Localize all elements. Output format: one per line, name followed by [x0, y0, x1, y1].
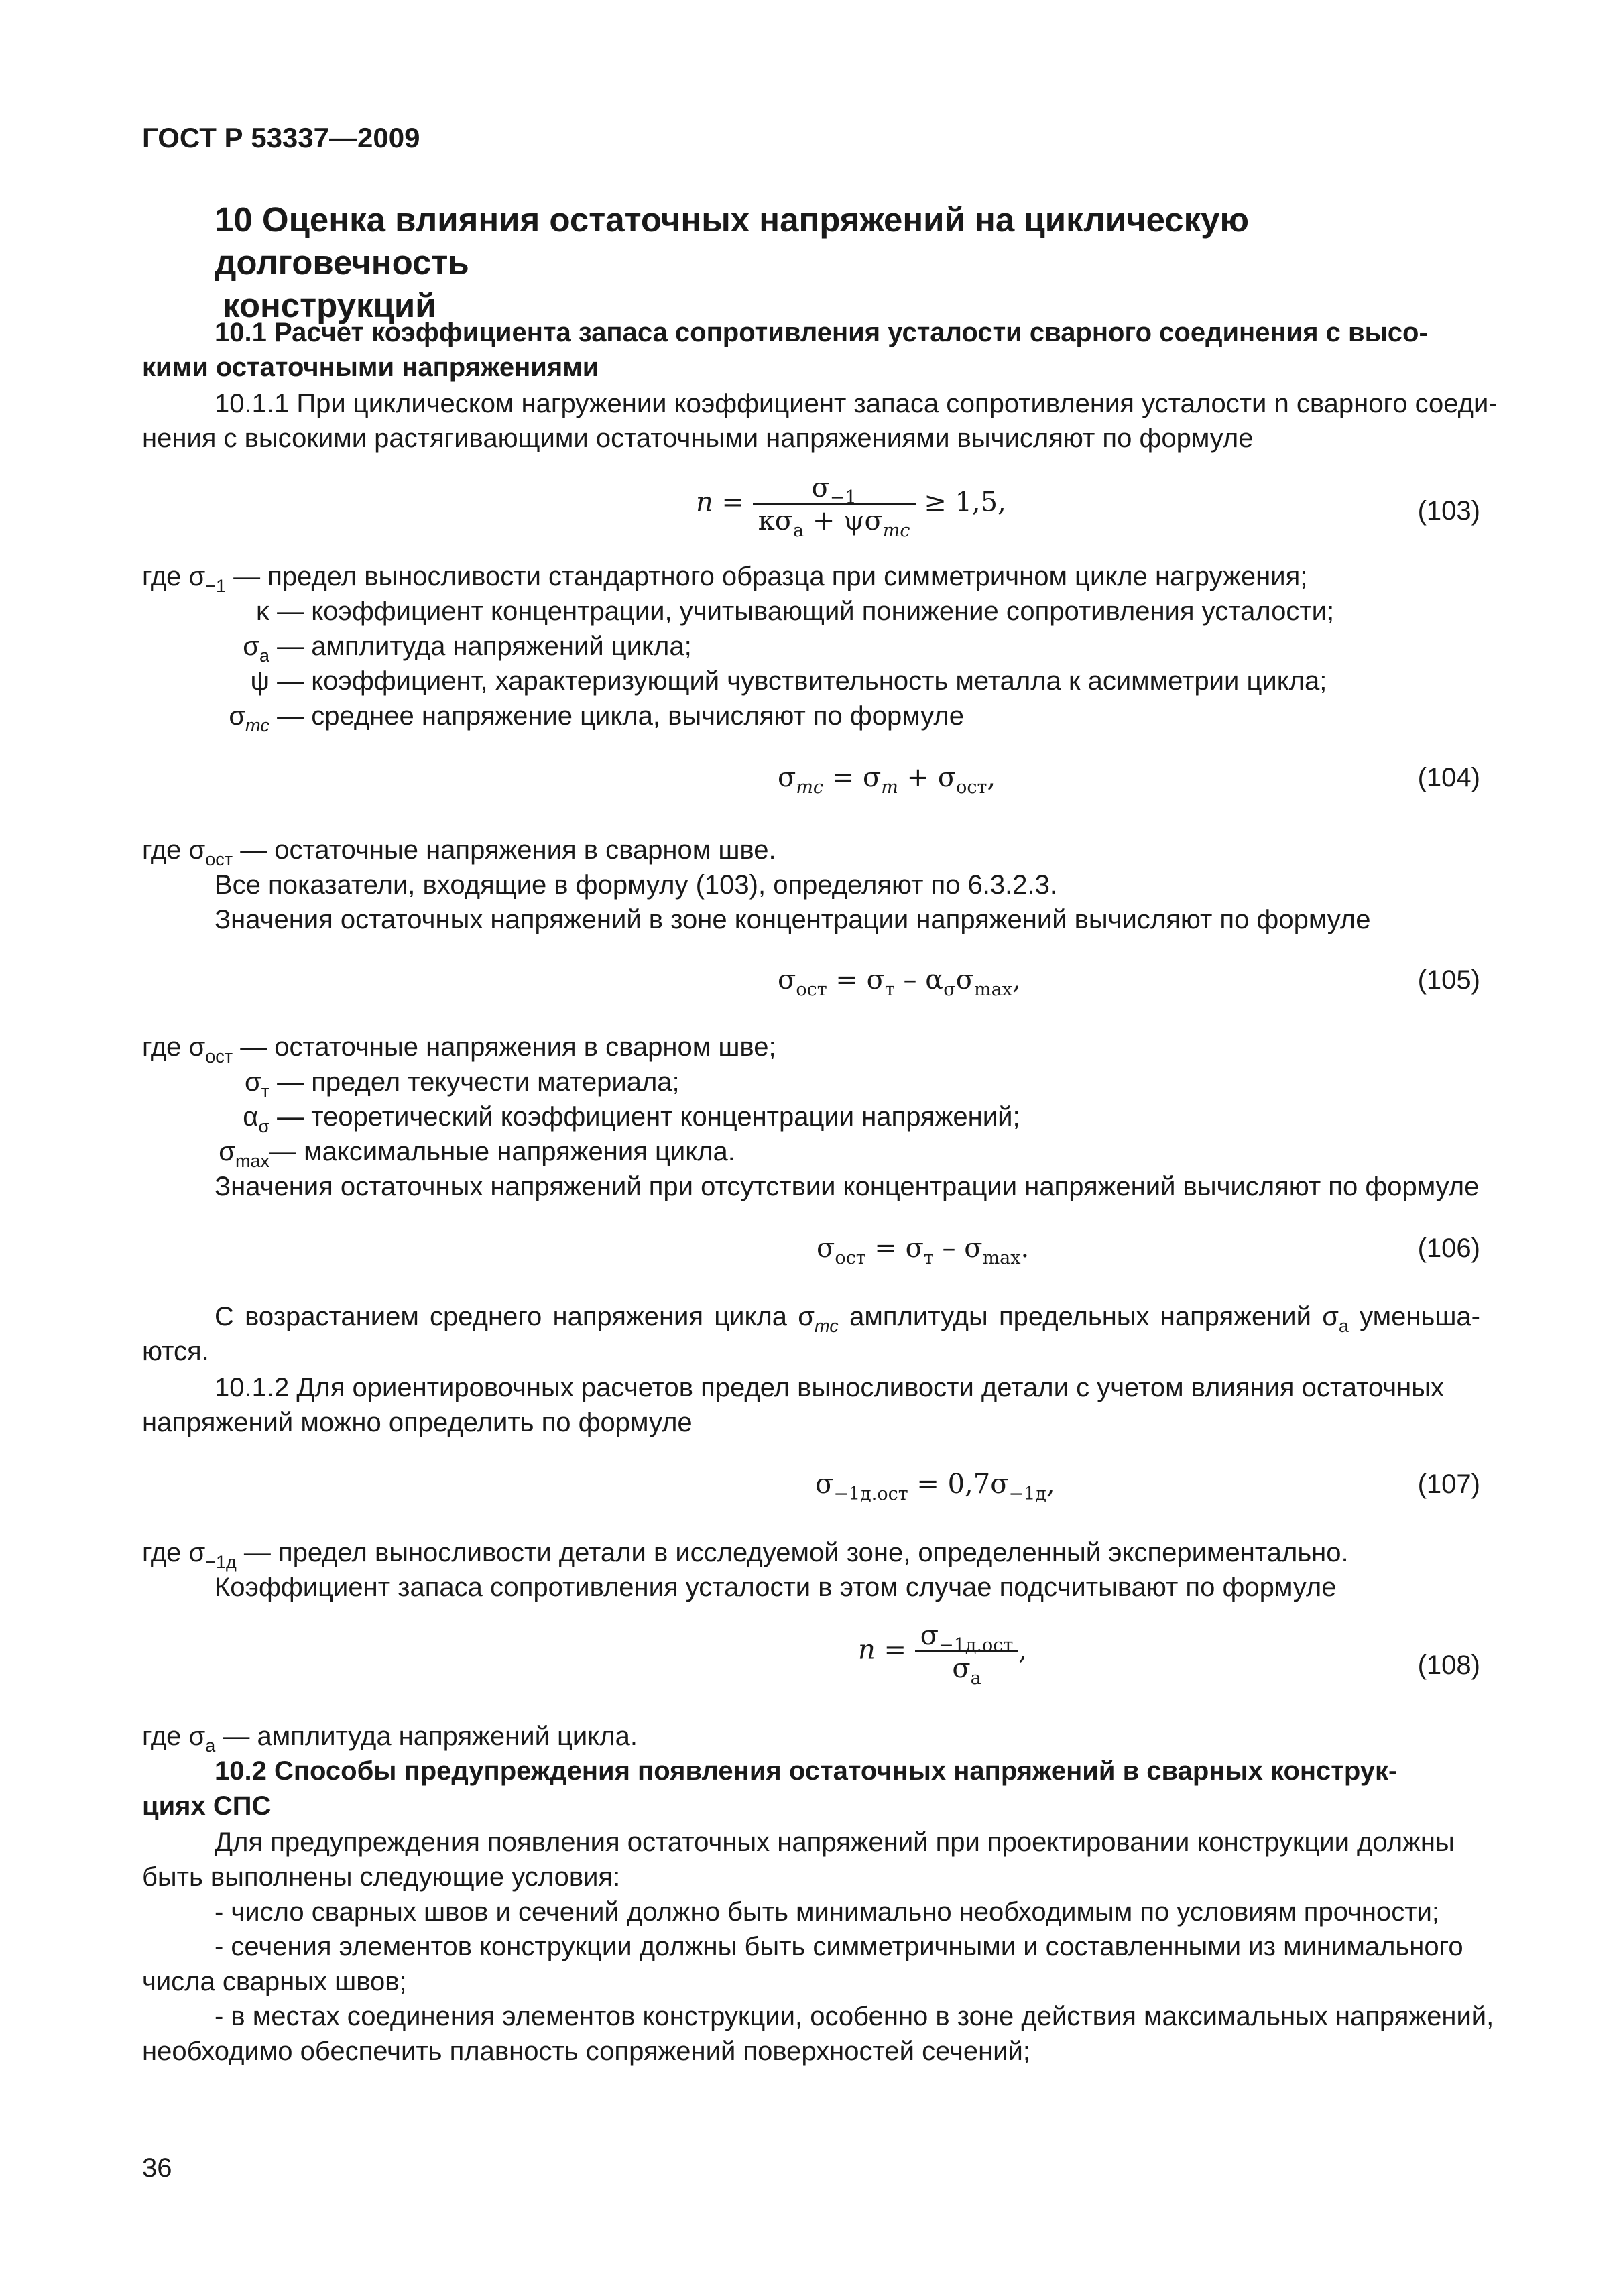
legend-symbol-sub: mc [245, 715, 269, 735]
legend-row [142, 1030, 776, 1065]
f104-b: = σ [823, 762, 882, 793]
f106-a: σ [817, 1233, 835, 1264]
w108-sub: a [205, 1736, 216, 1756]
growth-text-a: С возрастанием среднего напряжения цикла [215, 1302, 798, 1331]
legend-text: — теоретический коэффициент концентрации напряжений; [269, 1102, 1020, 1132]
w104-sym: σ [188, 835, 206, 865]
legend-symbol-sub: a [259, 646, 269, 666]
legend-symbol-char: κ [256, 597, 269, 626]
f105-d: σ [955, 965, 975, 995]
f108-num-sub: −1д.ост [939, 1635, 1014, 1656]
legend-symbol [189, 1030, 233, 1065]
legend-row [142, 629, 692, 664]
para-10-1-1-line2: нения с высокими растягивающими остаточными напряжениями вычисляют по формуле [142, 424, 1254, 453]
w107-text: — предел выносливости детали в исследуемой зоне, определенный экспериментально. [236, 1538, 1349, 1567]
legend-row [142, 1099, 1020, 1134]
subsection-10-1-title-line2: кими остаточными напряжениями [142, 353, 599, 382]
formula-103-fraction [753, 473, 916, 541]
legend-row [142, 1134, 735, 1169]
w108-prefix: где [142, 1721, 189, 1751]
legend-text: — амплитуда напряжений цикла; [269, 631, 692, 661]
w107-sym: σ [188, 1538, 206, 1567]
legend-text: — предел текучести материала; [269, 1067, 680, 1097]
f105-end: , [1012, 965, 1021, 995]
f105-c-sub: σ [943, 979, 956, 1000]
f106-b-sub: т [923, 1248, 934, 1268]
formula-103-num: σ [811, 473, 830, 503]
f105-a: σ [778, 965, 796, 995]
legend-row [142, 559, 1307, 594]
para-growth-line2: ются. [142, 1337, 209, 1366]
legend-prefix: где [142, 562, 189, 591]
formula-108 [858, 1620, 1028, 1689]
legend-text: — остаточные напряжения в сварном шве; [233, 1032, 776, 1062]
f104-a-sub: mc [796, 777, 824, 798]
legend-symbol-sub: max [235, 1151, 269, 1171]
formula-107-number: (107) [1417, 1469, 1480, 1499]
f107-b-sub: −1д [1008, 1484, 1046, 1504]
formula-103-den-mid: + ψσ [804, 505, 883, 536]
section-10-title-line2: конструкций [223, 286, 436, 324]
bullet-2-line2: числа сварных швов; [142, 1967, 407, 1996]
f108-end: , [1018, 1634, 1028, 1666]
f106-b: = σ [865, 1233, 924, 1264]
legend-symbol [142, 594, 269, 629]
bullet-3-line2: необходимо обеспечить плавность сопряжений поверхностей сечений; [142, 2037, 1030, 2066]
formula-103-rhs: ≥ 1,5, [924, 487, 1006, 518]
formula-104-number: (104) [1417, 763, 1480, 792]
legend-symbol-char: σ [188, 1032, 206, 1062]
w108-sym: σ [188, 1721, 206, 1751]
growth-sub1: mc [814, 1316, 839, 1336]
f108-den: σ [952, 1653, 971, 1684]
para-coefficient: Коэффициент запаса сопротивления усталости в этом случае подсчитывают по формуле [215, 1573, 1337, 1602]
legend-symbol [142, 699, 269, 733]
para-all-indicators: Все показатели, входящие в формулу (103), определяют по 6.3.2.3. [215, 870, 1057, 900]
w104-prefix: где [142, 835, 189, 865]
w107-prefix: где [142, 1538, 189, 1567]
legend-text: — коэффициент, характеризующий чувствительность металла к асимметрии цикла; [269, 666, 1327, 696]
legend-symbol [189, 559, 226, 594]
subsection-10-2-title-line1: 10.2 Способы предупреждения появления остаточных напряжений в сварных конструк- [215, 1756, 1398, 1786]
legend-text: — максимальные напряжения цикла. [269, 1137, 735, 1166]
growth-text-c: уменьша- [1348, 1302, 1480, 1331]
legend-symbol-char: α [243, 1102, 259, 1132]
para-10-1-2-line2: напряжений можно определить по формуле [142, 1408, 693, 1437]
s102-intro-line1: Для предупреждения появления остаточных напряжений при проектировании конструкции должны [215, 1827, 1455, 1857]
page-number: 36 [142, 2153, 172, 2183]
formula-103-lhs: n = [696, 487, 744, 518]
legend-symbol-sub: т [261, 1081, 269, 1101]
legend-prefix: где [142, 1032, 189, 1062]
subsection-10-1-title-line1: 10.1 Расчет коэффициента запаса сопротивления усталости сварного соединения с высо- [215, 318, 1428, 347]
formula-105-number: (105) [1417, 965, 1480, 995]
f107-a-sub: −1д.ост [833, 1484, 908, 1504]
legend-symbol [142, 1065, 269, 1099]
f106-c: – σ [933, 1233, 983, 1264]
f108-den-sub: a [970, 1668, 981, 1689]
growth-sym2: σ [1322, 1302, 1339, 1331]
formula-103 [696, 473, 1006, 541]
subsection-10-2-title-line2: циях СПС [142, 1791, 272, 1821]
standard-header: ГОСТ Р 53337—2009 [142, 122, 420, 154]
legend-text: — предел выносливости стандартного образца при симметричном цикле нагружения; [225, 562, 1308, 591]
formula-104 [778, 760, 996, 798]
w107-sub: −1д [205, 1552, 237, 1572]
growth-sub2: a [1338, 1316, 1349, 1336]
f104-c: + σ [898, 762, 957, 793]
formula-103-num-sub: −1 [829, 487, 857, 508]
f105-b-sub: т [884, 979, 895, 1000]
section-10-title [215, 198, 1488, 327]
para-10-1-1-line1: 10.1.1 При циклическом нагружении коэффициент запаса сопротивления усталости n сварного соеди- [215, 389, 1498, 418]
legend-symbol-char: ψ [250, 666, 269, 696]
f108-lhs: n = [858, 1634, 906, 1666]
legend-symbol [142, 629, 269, 664]
legend-row [142, 699, 964, 733]
formula-105 [778, 963, 1021, 998]
legend-symbol-char: σ [229, 701, 245, 731]
w104-sub: ост [205, 849, 233, 869]
f105-b: = σ [827, 965, 885, 995]
f107-end: , [1046, 1469, 1055, 1500]
f108-num: σ [920, 1620, 939, 1651]
legend-symbol-sub: ост [205, 1046, 233, 1067]
f106-c-sub: max [982, 1248, 1021, 1268]
legend-symbol-sub: σ [258, 1116, 269, 1136]
legend-symbol [142, 1134, 269, 1169]
formula-107-legend [142, 1535, 1349, 1570]
bullet-2-line1: - сечения элементов конструкции должны быть симметричными и составленными из минимального [215, 1932, 1463, 1961]
formula-103-den-sub2: mc [882, 520, 910, 541]
legend-row [142, 1065, 680, 1099]
s102-intro-line2: быть выполнены следующие условия: [142, 1862, 621, 1892]
f107-a: σ [815, 1469, 834, 1500]
formula-104-legend [142, 833, 776, 867]
legend-symbol-sub: −1 [205, 576, 226, 596]
formula-103-den-sub1: a [793, 520, 804, 541]
f107-b: = 0,7σ [908, 1469, 1009, 1500]
f104-end: , [987, 762, 996, 793]
bullet-3-line1: - в местах соединения элементов конструкции, особенно в зоне действия максимальных напряжений, [215, 2002, 1494, 2031]
f105-c: – α [894, 965, 944, 995]
f105-a-sub: ост [796, 979, 827, 1000]
formula-108-fraction [915, 1620, 1019, 1689]
para-no-concentration: Значения остаточных напряжений при отсутствии концентрации напряжений вычисляют по формуле [215, 1172, 1480, 1201]
legend-row [142, 594, 1334, 629]
growth-sym1: σ [798, 1302, 815, 1331]
f104-a: σ [778, 762, 796, 793]
formula-106 [817, 1231, 1029, 1266]
w104-text: — остаточные напряжения в сварном шве. [233, 835, 776, 865]
section-10-title-line1: 10 Оценка влияния остаточных напряжений на циклическую долговечность [215, 200, 1250, 282]
legend-text: — коэффициент концентрации, учитывающий понижение сопротивления усталости; [269, 597, 1335, 626]
para-concentration: Значения остаточных напряжений в зоне концентрации напряжений вычисляют по формуле [215, 905, 1371, 934]
f104-b-sub: m [881, 777, 898, 798]
legend-symbol-char: σ [244, 1067, 261, 1097]
para-growth-line1 [215, 1299, 1480, 1334]
legend-text: — среднее напряжение цикла, вычисляют по формуле [269, 701, 964, 731]
f106-a-sub: ост [835, 1248, 866, 1268]
para-10-1-2-line1: 10.1.2 Для ориентировочных расчетов предел выносливости детали с учетом влияния остаточных [215, 1373, 1444, 1402]
formula-106-number: (106) [1417, 1233, 1480, 1263]
formula-103-den-a: κσ [758, 505, 794, 536]
formula-103-number: (103) [1417, 496, 1480, 526]
w108-text: — амплитуда напряжений цикла. [215, 1721, 638, 1751]
f104-c-sub: ост [956, 777, 987, 798]
bullet-1: - число сварных швов и сечений должно быть минимально необходимым по условиям прочности; [215, 1897, 1440, 1927]
legend-symbol [142, 1099, 269, 1134]
legend-symbol-char: σ [188, 562, 206, 591]
legend-symbol-char: σ [243, 631, 259, 661]
formula-108-number: (108) [1417, 1650, 1480, 1680]
legend-row [142, 664, 1327, 699]
f105-d-sub: max [974, 979, 1012, 1000]
growth-text-b: амплитуды предельных напряжений [838, 1302, 1323, 1331]
legend-symbol-char: σ [219, 1137, 235, 1166]
legend-symbol [142, 664, 269, 699]
formula-107 [815, 1467, 1055, 1502]
f106-end: . [1020, 1233, 1030, 1264]
formula-108-legend [142, 1719, 638, 1754]
